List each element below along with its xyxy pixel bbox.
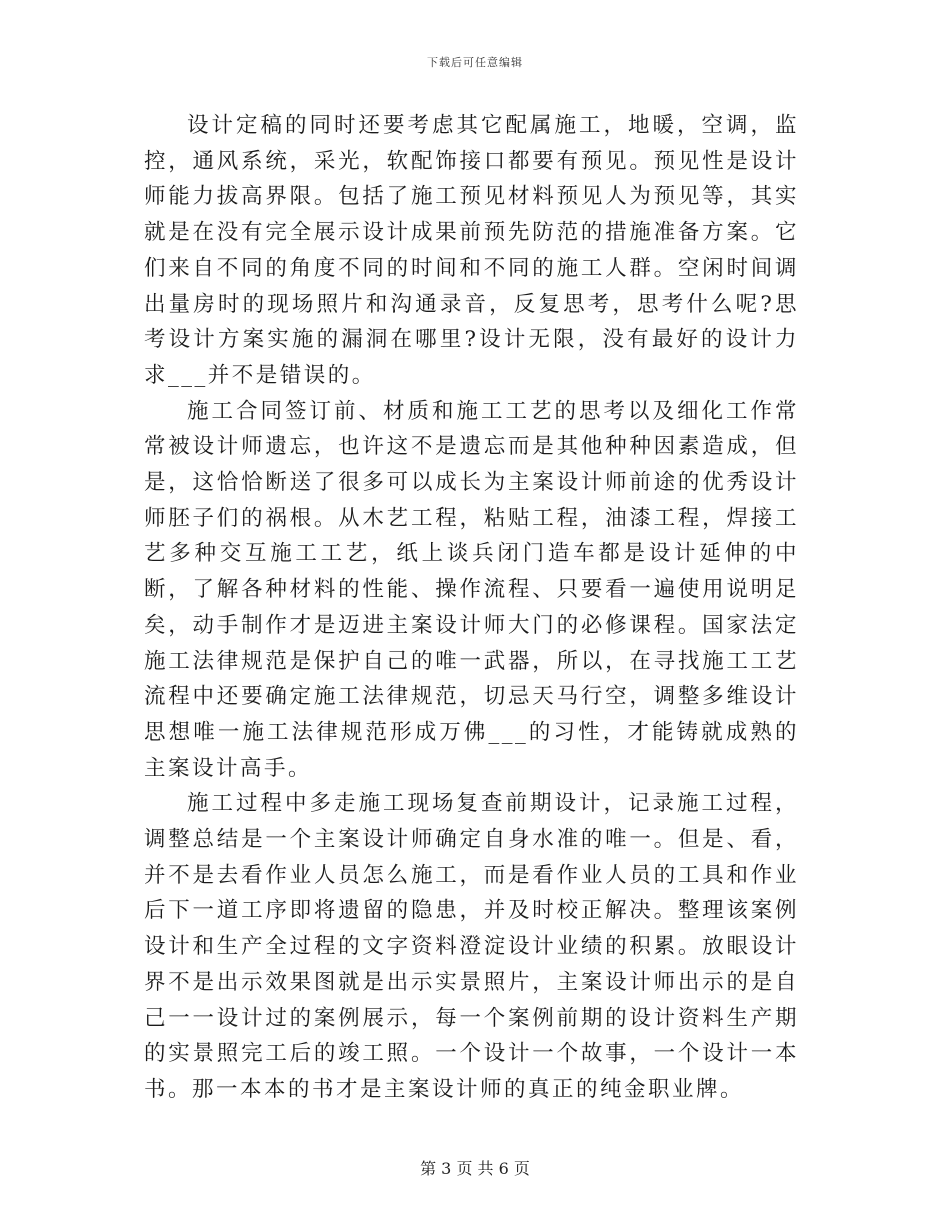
paragraph-2: 施工合同签订前、材质和施工工艺的思考以及细化工作常常被设计师遗忘，也许这不是遗忘而是其他种种因素造成，但是，这恰恰断送了很多可以成长为主案设计师前途的优秀设计师胚子们的祸根。从木艺工程，粘贴工程，油漆工程，焊接工艺多种交互施工工艺，纸上谈兵闭门造车都是设计延伸的中断，了解各种材料的性能、操作流程、只要看一遍使用说明足矣，动手制作才是迈进主案设计师大门的必修课程。国家法定施工法律规范是保护自己的唯一武器，所以，在寻找施工工艺流程中还要确定施工法律规范，切忌天马行空，调整多维设计思想唯一施工法律规范形成万佛___的习性，才能铸就成熟的主案设计高手。 <box>144 398 799 781</box>
header-note: 下载后可任意编辑 <box>427 56 523 69</box>
paragraph-1: 设计定稿的同时还要考虑其它配属施工，地暖，空调，监控，通风系统，采光，软配饰接口都要有预见。预见性是设计师能力拔高界限。包括了施工预见材料预见人为预见等，其实就是在没有完全展示设计成果前预先防范的措施准备方案。它们来自不同的角度不同的时间和不同的施工人群。空闲时间调出量房时的现场照片和沟通录音，反复思考，思考什么呢?思考设计方案实施的漏洞在哪里?设计无限，没有最好的设计力求___并不是错误的。 <box>144 113 799 388</box>
paragraph-3: 施工过程中多走施工现场复查前期设计，记录施工过程，调整总结是一个主案设计师确定自身水准的唯一。但是、看，并不是去看作业人员怎么施工，而是看作业人员的工具和作业后下一道工序即将遗留的隐患，并及时校正解决。整理该案例设计和生产全过程的文字资料澄淀设计业绩的积累。放眼设计界不是出示效果图就是出示实景照片，主案设计师出示的是自己一一设计过的案例展示，每一个案例前期的设计资料生产期的实景照完工后的竣工照。一个设计一个故事，一个设计一本书。那一本本的书才是主案设计师的真正的纯金职业牌。 <box>144 791 799 1102</box>
body-text <box>144 108 799 1108</box>
page-number: 第 3 页 共 6 页 <box>420 1159 530 1178</box>
